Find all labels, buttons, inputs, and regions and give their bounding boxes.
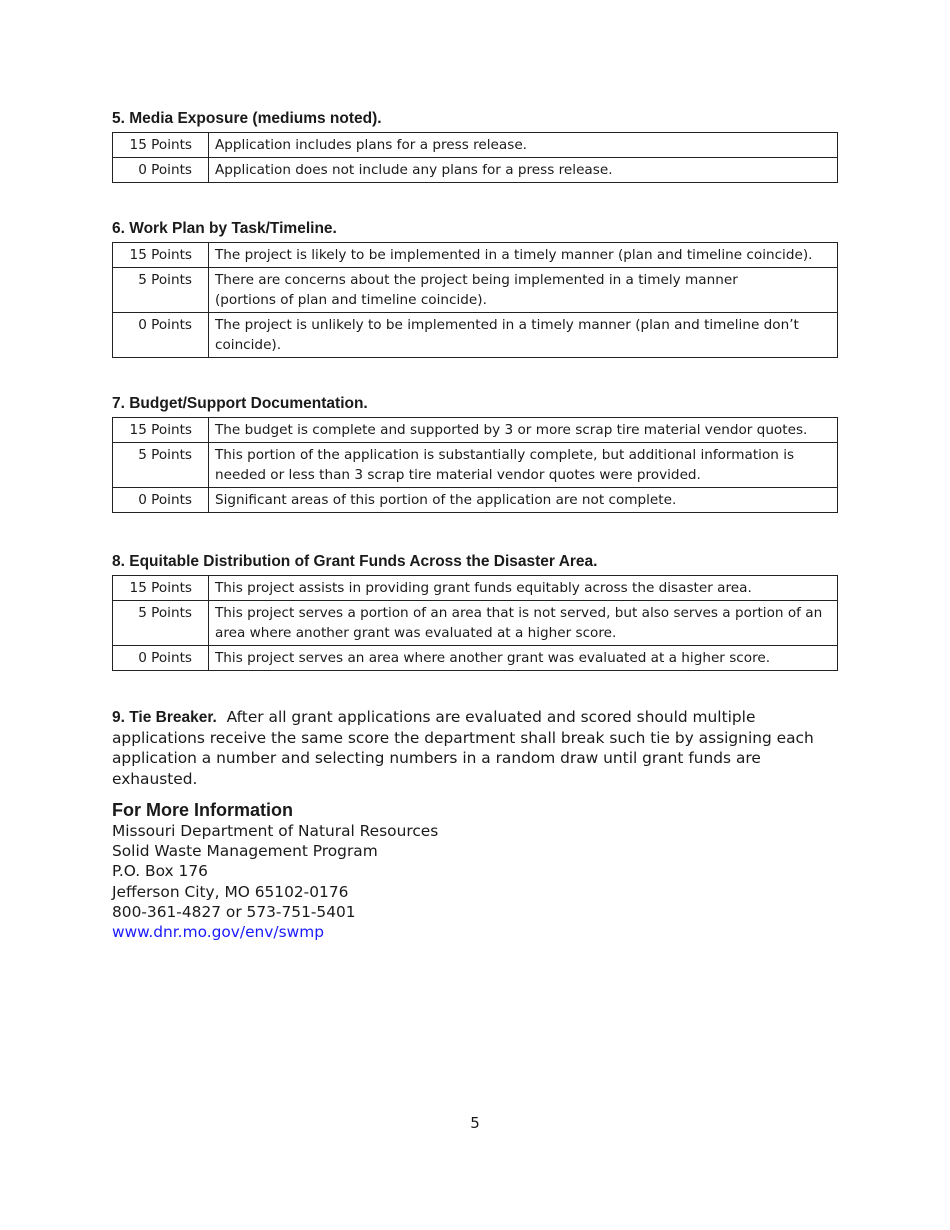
table-row [113, 576, 838, 601]
tie-breaker-heading: 9. Tie Breaker. [112, 709, 217, 726]
points-cell: 15 Points [113, 418, 209, 443]
points-cell: 5 Points [113, 443, 209, 488]
description-line: Application includes plans for a press release. [215, 137, 528, 153]
table-row [113, 646, 838, 671]
table-row [113, 158, 838, 183]
description-cell [209, 488, 838, 513]
description-line: The project is likely to be implemented in a timely manner (plan and timeline coincide). [215, 247, 813, 263]
points-cell: 15 Points [113, 133, 209, 158]
section-heading: 5. Media Exposure (mediums noted). [112, 110, 382, 127]
description-line: This project assists in providing grant funds equitably across the disaster area. [215, 580, 752, 596]
description-cell [209, 646, 838, 671]
points-cell: 0 Points [113, 646, 209, 671]
table-row [113, 443, 838, 488]
description-cell [209, 243, 838, 268]
description-line: needed or less than 3 scrap tire material vendor quotes were provided. [215, 467, 701, 483]
points-cell: 5 Points [113, 268, 209, 313]
description-line: coincide). [215, 337, 282, 353]
contact-program: Solid Waste Management Program [112, 842, 378, 861]
description-line: area where another grant was evaluated at a higher score. [215, 625, 617, 641]
section-equitable-distribution [112, 553, 838, 671]
description-line: (portions of plan and timeline coincide). [215, 292, 487, 308]
section-budget [112, 395, 838, 513]
description-line: The budget is complete and supported by 3 or more scrap tire material vendor quotes. [215, 422, 808, 438]
section-heading: 7. Budget/Support Documentation. [112, 395, 368, 412]
criteria-table [112, 242, 838, 358]
table-row [113, 268, 838, 313]
points-cell: 0 Points [113, 488, 209, 513]
contact-phone: 800-361-4827 or 573-751-5401 [112, 902, 356, 921]
description-line: The project is unlikely to be implemented in a timely manner (plan and timeline don’t [215, 317, 799, 333]
section-work-plan [112, 220, 838, 358]
page-number: 5 [470, 1114, 480, 1132]
points-cell: 5 Points [113, 601, 209, 646]
criteria-table [112, 575, 838, 671]
description-line: Application does not include any plans for a press release. [215, 162, 613, 178]
paragraph-line: applications receive the same score the department shall break such tie by assigning each [112, 729, 814, 748]
description-line: Significant areas of this portion of the application are not complete. [215, 492, 677, 508]
table-row [113, 601, 838, 646]
points-cell: 15 Points [113, 576, 209, 601]
description-cell [209, 158, 838, 183]
contact-po-box: P.O. Box 176 [112, 862, 208, 881]
description-cell [209, 133, 838, 158]
description-cell [209, 418, 838, 443]
criteria-table [112, 132, 838, 183]
description-cell [209, 443, 838, 488]
section-heading: 6. Work Plan by Task/Timeline. [112, 220, 337, 237]
description-cell [209, 313, 838, 358]
points-cell: 0 Points [113, 158, 209, 183]
points-cell: 0 Points [113, 313, 209, 358]
contact-heading: For More Information [112, 800, 293, 820]
section-media-exposure [112, 110, 838, 183]
description-line: This project serves a portion of an area that is not served, but also serves a portion of an [215, 605, 823, 621]
table-row [113, 133, 838, 158]
table-row [113, 313, 838, 358]
description-cell [209, 601, 838, 646]
tie-breaker-paragraph [112, 707, 838, 789]
description-cell [209, 268, 838, 313]
section-heading: 8. Equitable Distribution of Grant Funds Across the Disaster Area. [112, 553, 598, 570]
table-row [113, 488, 838, 513]
description-line: This project serves an area where another grant was evaluated at a higher score. [215, 650, 771, 666]
paragraph-line: After all grant applications are evaluated and scored should multiple [226, 708, 756, 726]
points-cell: 15 Points [113, 243, 209, 268]
description-line: This portion of the application is substantially complete, but additional information is [215, 447, 795, 463]
contact-city: Jefferson City, MO 65102-0176 [112, 882, 349, 901]
description-cell [209, 576, 838, 601]
contact-website-link[interactable]: www.dnr.mo.gov/env/swmp [112, 923, 324, 942]
table-row [113, 418, 838, 443]
paragraph-line: application a number and selecting numbers in a random draw until grant funds are exhausted. [112, 749, 761, 788]
criteria-table [112, 417, 838, 513]
table-row [113, 243, 838, 268]
contact-block [112, 800, 838, 942]
description-line: There are concerns about the project being implemented in a timely manner [215, 272, 738, 288]
contact-org: Missouri Department of Natural Resources [112, 822, 439, 840]
